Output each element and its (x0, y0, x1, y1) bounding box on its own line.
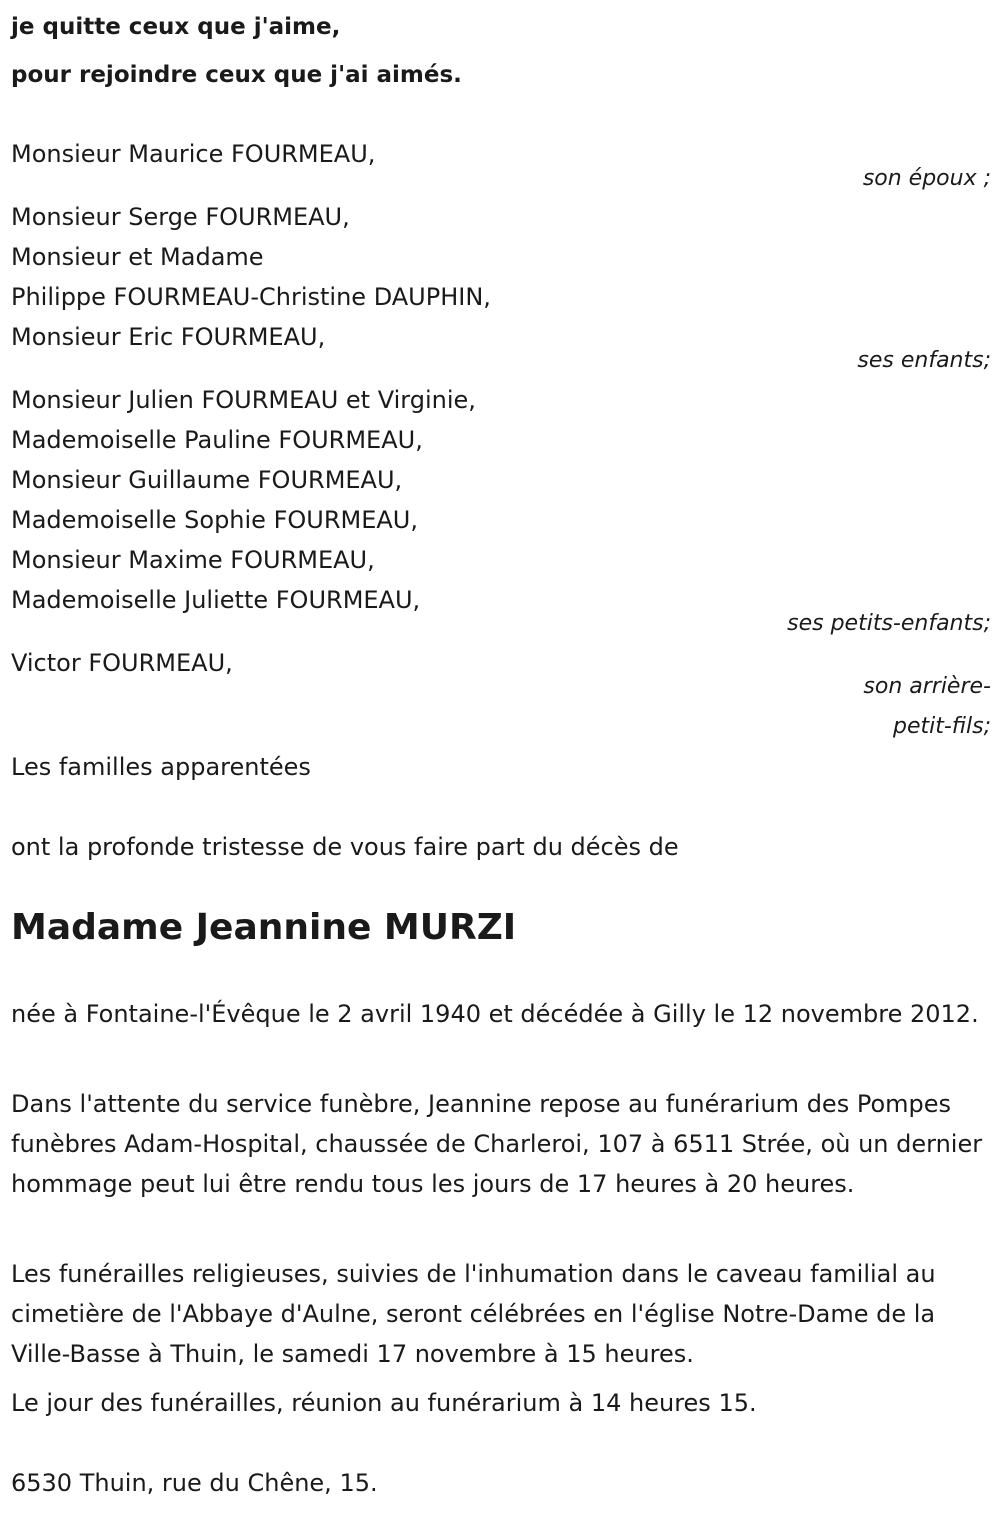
grandchild-name: Monsieur Maxime FOURMEAU, (11, 546, 375, 574)
spouse-role: son époux ; (862, 166, 991, 191)
grandchildren-role: ses petits-enfants; (787, 611, 991, 636)
deceased-name: Madame Jeannine MURZI (11, 907, 517, 948)
great-grandchild-role-line-2: petit-fils; (892, 714, 991, 739)
announcement-text: ont la profonde tristesse de vous faire part du décès de (11, 833, 679, 861)
visitation-paragraph: Dans l'attente du service funèbre, Jeannine repose au funérarium des Pompes funèbres Adam-Hospital, chaussée de Charleroi, 107 à 6511 Strée, où un dernier hommage peut lui être rendu tous les jours de 17 heures à 20 heures. (11, 1090, 983, 1198)
address: 6530 Thuin, rue du Chêne, 15. (11, 1469, 378, 1497)
funeral-paragraph: Les funérailles religieuses, suivies de l'inhumation dans le caveau familial au cimetière de l'Abbaye d'Aulne, seront célébrées en l'église Notre-Dame de la Ville-Basse à Thuin, le samedi 17 novembre à 15 heures. (11, 1260, 936, 1368)
child-name: Monsieur Serge FOURMEAU, (11, 203, 350, 231)
related-families: Les familles apparentées (11, 753, 311, 781)
child-name: Monsieur Eric FOURMEAU, (11, 323, 326, 351)
grandchild-name: Monsieur Julien FOURMEAU et Virginie, (11, 386, 476, 414)
grandchild-name: Mademoiselle Juliette FOURMEAU, (11, 586, 421, 614)
child-name: Philippe FOURMEAU-Christine DAUPHIN, (11, 283, 491, 311)
children-role: ses enfants; (857, 348, 991, 373)
great-grandchild-role-line-1: son arrière- (863, 674, 991, 699)
grandchild-name: Monsieur Guillaume FOURMEAU, (11, 466, 403, 494)
child-name: Monsieur et Madame (11, 243, 264, 271)
birth-death-paragraph: née à Fontaine-l'Évêque le 2 avril 1940 et décédée à Gilly le 12 novembre 2012. (11, 1000, 979, 1028)
epigraph-line-1: je quitte ceux que j'aime, (11, 14, 341, 40)
grandchild-name: Mademoiselle Pauline FOURMEAU, (11, 426, 423, 454)
meeting-paragraph: Le jour des funérailles, réunion au funérarium à 14 heures 15. (11, 1389, 757, 1417)
epigraph-line-2: pour rejoindre ceux que j'ai aimés. (11, 62, 462, 88)
great-grandchild-name: Victor FOURMEAU, (11, 649, 233, 677)
spouse-name: Monsieur Maurice FOURMEAU, (11, 140, 376, 168)
grandchild-name: Mademoiselle Sophie FOURMEAU, (11, 506, 418, 534)
